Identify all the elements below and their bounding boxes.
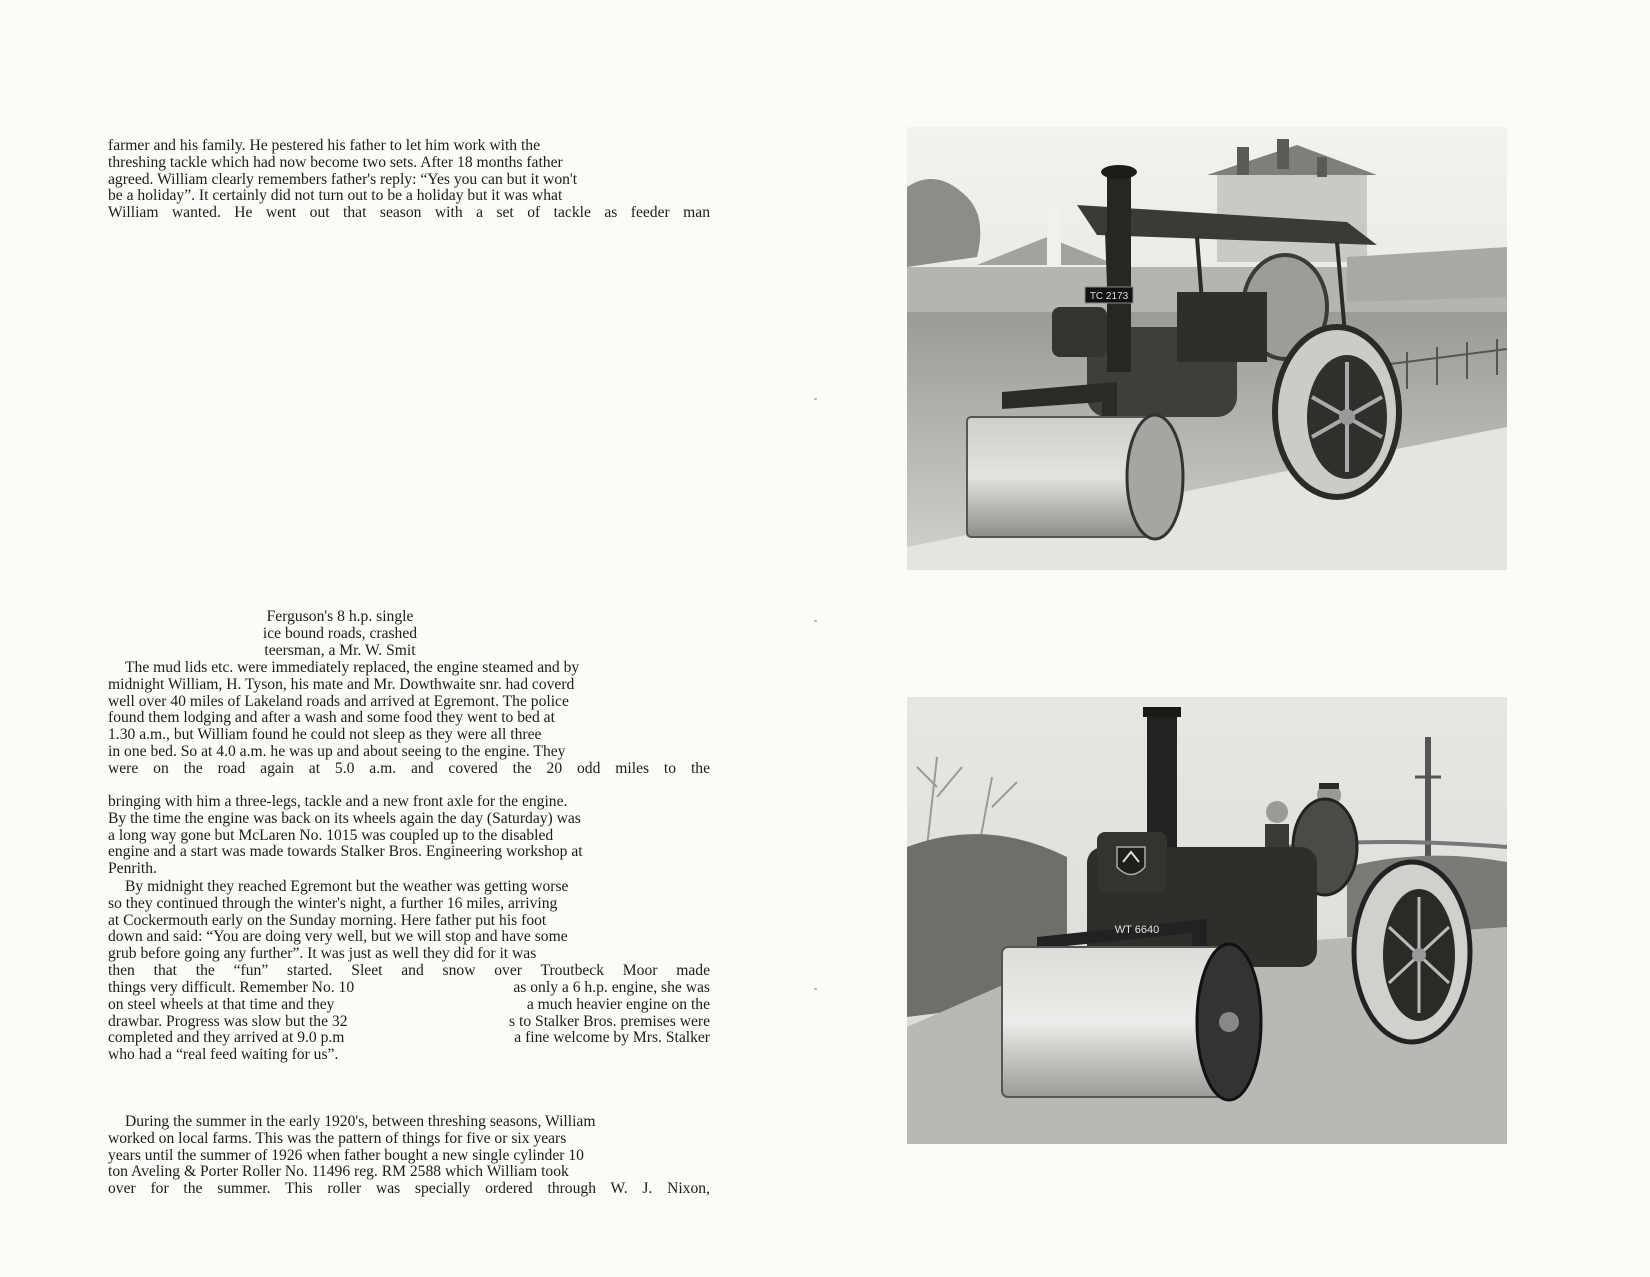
text-line: engine and a start was made towards Stalker Bros. Engineering workshop at [108, 843, 583, 861]
text-line: years until the summer of 1926 when father bought a new single cylinder 10 [108, 1146, 584, 1164]
text-line: bringing with him a three-legs, tackle and a new front axle for the engine. [108, 793, 568, 810]
text-block-4-columns [108, 980, 710, 1064]
text-line: During the summer in the early 1920's, between threshing seasons, William [125, 1113, 596, 1130]
text-line: threshing tackle which had now become two sets. After 18 months father [108, 153, 563, 171]
text-column-left [108, 980, 354, 1064]
text-line: a much heavier engine on the [526, 995, 710, 1013]
scan-speck [814, 988, 817, 990]
text-line: in one bed. So at 4.0 a.m. he was up and about seeing to the engine. They [108, 742, 566, 760]
text-line: a long way gone but McLaren No. 1015 was coupled up to the disabled [108, 826, 554, 844]
text-line: Penrith. [108, 860, 157, 878]
text-line: 1.30 a.m., but William found he could not sleep as they were all three [108, 726, 542, 744]
text-block-5 [108, 1114, 710, 1198]
text-line: drawbar. Progress was slow but the 32 [108, 1012, 348, 1030]
photo-caption [240, 609, 440, 659]
caption-line: teersman, a Mr. W. Smit [264, 641, 416, 659]
text-block-4 [108, 879, 710, 980]
text-line: then that the “fun” started. Sleet and snow over Troutbeck Moor made [108, 961, 710, 979]
text-line: By midnight they reached Egremont but the weather was getting worse [125, 878, 569, 895]
registration-plate: WT 6640 [1114, 924, 1160, 936]
text-line: at Cockermouth early on the Sunday morning. Here father put his foot [108, 911, 547, 929]
text-line: grub before going any further”. It was just as well they did for it was [108, 945, 537, 963]
text-line: farmer and his family. He pestered his father to let him work with the [108, 137, 541, 154]
text-line: completed and they arrived at 9.0 p.m [108, 1029, 345, 1047]
text-block-1 [108, 138, 710, 222]
text-line: down and said: “You are doing very well, but we will stop and have some [108, 928, 568, 946]
text-line: as only a 6 h.p. engine, she was [513, 979, 710, 996]
text-line: over for the summer. This roller was specially ordered through W. J. Nixon, [108, 1180, 710, 1198]
photo-steam-roller-1-image [907, 127, 1507, 570]
text-line: The mud lids etc. were immediately replaced, the engine steamed and by [125, 659, 580, 676]
text-line: a fine welcome by Mrs. Stalker [514, 1029, 710, 1047]
photo-steam-roller-2 [907, 697, 1507, 1144]
text-column-right [509, 980, 710, 1064]
text-line: midnight William, H. Tyson, his mate and Mr. Dowthwaite snr. had coverd [108, 675, 575, 693]
text-line: well over 40 miles of Lakeland roads and arrived at Egremont. The police [108, 692, 569, 710]
photo-steam-roller-1 [907, 127, 1507, 570]
text-line: William wanted. He went out that season with a set of tackle as feeder man [108, 204, 710, 222]
text-block-2 [108, 660, 710, 778]
caption-line: Ferguson's 8 h.p. single [266, 608, 414, 625]
text-block-3 [108, 794, 710, 878]
text-line: so they continued through the winter's night, a further 16 miles, arriving [108, 894, 558, 912]
scan-speck [814, 620, 817, 622]
text-line: be a holiday”. It certainly did not turn out to be a holiday but it was what [108, 187, 563, 205]
caption-line: ice bound roads, crashed [262, 624, 418, 642]
text-line: found them lodging and after a wash and some food they went to bed at [108, 709, 555, 727]
scan-speck [814, 398, 817, 400]
text-line: By the time the engine was back on its wheels again the day (Saturday) was [108, 809, 581, 827]
text-line: things very difficult. Remember No. 10 [108, 979, 355, 996]
registration-plate: TC 2173 [1089, 291, 1129, 302]
photo-steam-roller-2-image [907, 697, 1507, 1144]
text-line: ton Aveling & Porter Roller No. 11496 reg. RM 2588 which William took [108, 1163, 569, 1181]
text-line: on steel wheels at that time and they [108, 995, 335, 1013]
text-line: s to Stalker Bros. premises were [509, 1012, 710, 1030]
text-line: who had a “real feed waiting for us”. [108, 1046, 339, 1064]
text-line: were on the road again at 5.0 a.m. and covered the 20 odd miles to the [108, 759, 710, 777]
text-line: worked on local farms. This was the pattern of things for five or six years [108, 1129, 567, 1147]
text-line: agreed. William clearly remembers father's reply: “Yes you can but it won't [108, 170, 578, 188]
